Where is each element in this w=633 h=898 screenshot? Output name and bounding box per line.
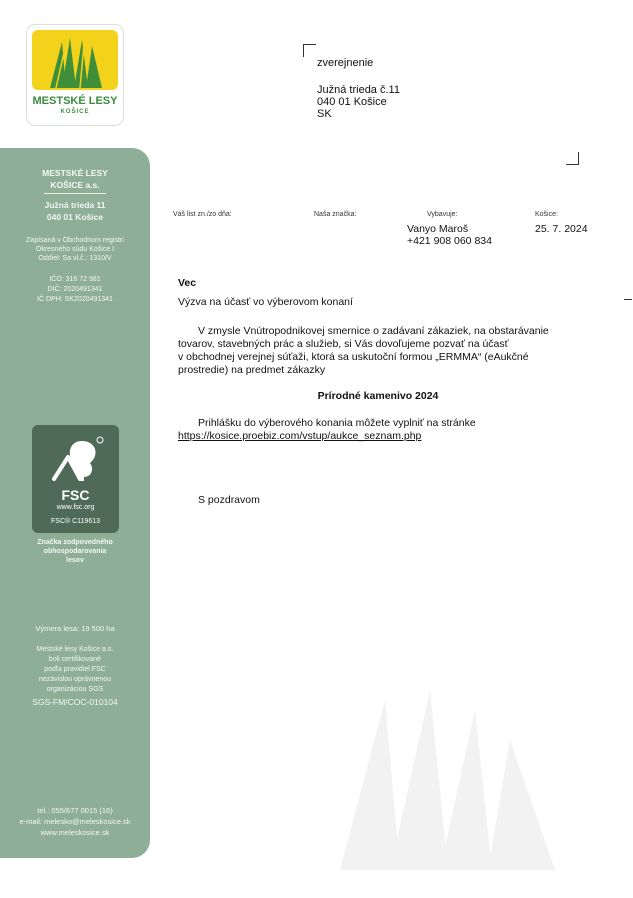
- logo-name: MESTSKÉ LESY: [32, 95, 118, 107]
- label-handled-by: Vybavuje:: [427, 211, 458, 218]
- cert-code: SGS-FM/COC-010104: [32, 697, 118, 707]
- closing: S pozdravom: [198, 494, 260, 506]
- fsc-url: www.fsc.org: [56, 504, 95, 511]
- handled-by-phone: +421 908 060 834: [407, 235, 492, 247]
- cert-line-3: podľa pravidiel FSC: [44, 666, 106, 673]
- contact-tel: tel.: 055/677 0015 (16): [37, 806, 113, 815]
- paragraph-line-2: tovarov, stavebných prác a služieb, si Vás dovoľujeme pozvať na účasť: [178, 338, 509, 350]
- item-title: Prírodné kamenivo 2024: [317, 390, 439, 402]
- paragraph-line-4: prostredie) na predmet zákazky: [178, 364, 326, 376]
- sidebar: [0, 0, 150, 898]
- contact-email: e-mail: melesko@meleskosice.sk: [19, 817, 131, 826]
- cert-line-1: Mestské lesy Košice a.s.: [36, 646, 114, 653]
- label-place: Košice:: [535, 211, 558, 218]
- apply-text: Prihlášku do výberového konania môžete vyplniť na stránke: [198, 417, 476, 429]
- dic: DIČ: 2020491341: [47, 286, 103, 293]
- letter-date: 25. 7. 2024: [535, 223, 588, 235]
- paragraph-line-1: V zmysle Vnútropodnikovej smernice o zadávaní zákaziek, na obstarávanie: [198, 325, 549, 337]
- ic-dph: IČ DPH: SK2020491341: [37, 296, 113, 303]
- registry-line-3: Oddiel: Sa vl.č.: 1310/V: [38, 255, 112, 262]
- paragraph-line-3: v obchodnej verejnej súťaži, ktorá sa uskutoční formou „ERMMA“ (eAukčné: [178, 351, 529, 363]
- subject-text: Výzva na účasť vo výberovom konaní: [178, 296, 353, 308]
- handled-by-name: Vanyo Maroš: [407, 223, 469, 235]
- recipient-country: SK: [317, 108, 332, 120]
- address-corner-bottom-right: [566, 152, 579, 165]
- cert-line-2: boli certifikované: [48, 656, 102, 663]
- ico: IČO: 316 72 981: [49, 276, 101, 283]
- fsc-caption-3: lesov: [66, 557, 84, 564]
- logo-city: KOŠICE: [60, 109, 90, 115]
- company-name-2: KOŠICE a.s.: [50, 180, 100, 190]
- fsc-code: FSC® C119613: [51, 518, 100, 525]
- fsc-caption-2: obhospodarovania: [43, 548, 107, 555]
- cert-line-4: nezávislou oprávnenou: [39, 676, 111, 683]
- recipient-name: zverejnenie: [317, 57, 374, 69]
- recipient-street: Južná trieda č.11: [317, 84, 400, 96]
- fsc-tree-icon: [46, 435, 106, 485]
- divider: [44, 193, 106, 194]
- fsc-label: FSC: [61, 487, 90, 503]
- company-zip-city: 040 01 Košice: [46, 212, 104, 222]
- registry-line-2: Okresného súdu Košice I: [35, 246, 115, 253]
- company-logo: [27, 25, 123, 125]
- label-your-ref: Váš list zn./zo dňa:: [173, 211, 232, 218]
- fsc-badge: [32, 425, 119, 533]
- registry-line-1: Zapísaná v Obchodnom registri: [26, 237, 124, 244]
- fold-mark: [624, 299, 632, 300]
- cert-line-5: organizáciou SGS: [46, 686, 104, 693]
- contact-web: www.meleskosice.sk: [40, 828, 110, 837]
- subject-label: Vec: [178, 277, 197, 289]
- apply-link[interactable]: https://kosice.proebiz.com/vstup/aukce_seznam.php: [178, 430, 422, 442]
- logo-tree-graphic: [32, 30, 118, 90]
- label-our-ref: Naša značka:: [314, 211, 357, 218]
- company-street: Južná trieda 11: [44, 200, 106, 210]
- fsc-caption-1: Značka zodpovedného: [37, 539, 113, 546]
- forest-area: Výmera lesa: 19 500 ha: [35, 624, 115, 633]
- address-corner-top-left: [303, 44, 316, 57]
- recipient-zip-city: 040 01 Košice: [317, 96, 387, 108]
- watermark-trees: [330, 690, 560, 870]
- company-name-1: MESTSKÉ LESY: [42, 168, 108, 178]
